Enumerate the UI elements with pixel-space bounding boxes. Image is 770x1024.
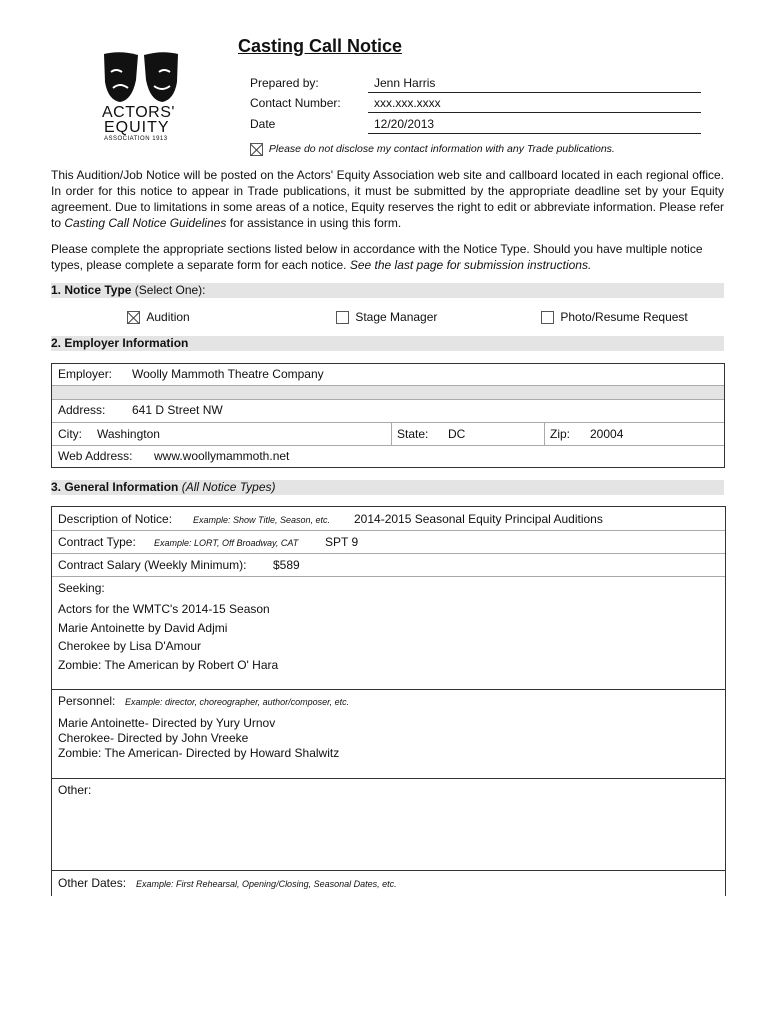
description-row — [52, 507, 725, 531]
prepared-by-field[interactable]: Jenn Harris — [374, 76, 436, 90]
option-stage-manager[interactable] — [336, 310, 437, 324]
photo-resume-checkbox[interactable] — [541, 311, 554, 324]
address-field[interactable]: 641 D Street NW — [132, 403, 223, 417]
seeking-label: Seeking: — [58, 581, 105, 595]
disclose-row — [250, 143, 615, 156]
stage-manager-label: Stage Manager — [355, 310, 438, 324]
theatre-masks-icon — [98, 50, 184, 106]
date-underline — [368, 133, 701, 134]
section-1-subtitle: (Select One): — [131, 283, 206, 297]
intro-paragraph-1 — [51, 167, 724, 231]
prepared-by-underline — [368, 92, 701, 93]
contact-field[interactable]: xxx.xxx.xxxx — [374, 96, 441, 110]
section-1-title: 1. Notice Type — [51, 283, 132, 297]
audition-checkbox[interactable] — [127, 311, 140, 324]
employer-spacer — [52, 386, 724, 400]
submission-note: See the last page for submission instructions. — [349, 258, 592, 272]
contract-label: Contract Type: — [58, 535, 136, 549]
page-title: Casting Call Notice — [238, 36, 403, 56]
salary-label: Contract Salary (Weekly Minimum): — [58, 558, 247, 572]
city-field[interactable]: Washington — [97, 427, 160, 441]
audition-label: Audition — [146, 310, 190, 324]
description-field[interactable]: 2014-2015 Seasonal Equity Principal Auditions — [354, 512, 603, 526]
other-row — [52, 779, 725, 871]
logo-actors: ACTORS' — [102, 104, 175, 121]
seeking-row — [52, 577, 725, 690]
web-field[interactable]: www.woollymammoth.net — [154, 449, 290, 463]
address-label: Address: — [58, 403, 106, 417]
employer-row — [52, 364, 724, 386]
intro-paragraph-2 — [51, 241, 724, 273]
stage-manager-checkbox[interactable] — [336, 311, 349, 324]
state-field[interactable]: DC — [448, 427, 466, 441]
contact-underline — [368, 112, 701, 113]
zip-label: Zip: — [550, 427, 571, 441]
other-dates-label: Other Dates: — [58, 876, 127, 890]
seeking-line: Zombie: The American by Robert O' Hara — [58, 657, 279, 672]
city-label: City: — [58, 427, 82, 441]
city-divider — [391, 423, 392, 446]
guidelines-link: Casting Call Notice Guidelines — [64, 216, 227, 230]
section-3-header — [51, 480, 724, 495]
web-label: Web Address: — [58, 449, 133, 463]
salary-field[interactable]: $589 — [273, 558, 300, 572]
employer-info-box — [51, 363, 725, 468]
intro-text-b: for assistance in using this form. — [226, 216, 402, 230]
section-1-header — [51, 283, 724, 298]
actors-equity-logo — [98, 50, 184, 145]
other-dates-row — [52, 871, 725, 897]
photo-resume-label: Photo/Resume Request — [560, 310, 688, 324]
personnel-row — [52, 690, 725, 779]
contract-example: Example: LORT, Off Broadway, CAT — [154, 538, 299, 548]
date-field[interactable]: 12/20/2013 — [374, 117, 435, 131]
prepared-by-label: Prepared by: — [250, 76, 319, 90]
personnel-label: Personnel: — [58, 694, 116, 708]
state-label: State: — [397, 427, 429, 441]
other-dates-example: Example: First Rehearsal, Opening/Closing, Seasonal Dates, etc. — [136, 879, 397, 889]
disclose-checkbox[interactable] — [250, 143, 263, 156]
general-info-box — [51, 506, 726, 896]
city-row — [52, 423, 724, 446]
contract-field[interactable]: SPT 9 — [325, 535, 359, 549]
address-row — [52, 400, 724, 423]
seeking-line: Marie Antoinette by David Adjmi — [58, 620, 228, 635]
description-label: Description of Notice: — [58, 512, 173, 526]
zip-field[interactable]: 20004 — [590, 427, 624, 441]
state-divider — [544, 423, 545, 446]
intro2-text: Please complete the appropriate sections listed below in accordance with the Notice Type. Should you have multiple notice types, please complete a separate form for each notice. — [51, 242, 703, 272]
employer-label: Employer: — [58, 367, 113, 381]
contract-row — [52, 531, 725, 554]
other-label: Other: — [58, 783, 92, 797]
personnel-line: Marie Antoinette- Directed by Yury Urnov — [58, 716, 276, 730]
seeking-line: Cherokee by Lisa D'Amour — [58, 639, 202, 653]
web-row — [52, 446, 724, 467]
personnel-example: Example: director, choreographer, author/composer, etc. — [125, 697, 350, 707]
personnel-line: Zombie: The American- Directed by Howard Shalwitz — [58, 746, 340, 760]
section-3-title: 3. General Information — [51, 480, 179, 494]
personnel-field[interactable] — [58, 716, 339, 761]
section-2-title: 2. Employer Information — [51, 336, 189, 350]
section-2-header — [51, 336, 724, 351]
personnel-line: Cherokee- Directed by John Vreeke — [58, 731, 249, 745]
intro-text-a: This Audition/Job Notice will be posted on the Actors' Equity Association web site and callboard located in each regional office. In order for this notice to appear in Trade publications, it must be submitted by the appropriate deadline set by your Equity agreement. Due to limitations in some areas of a notice, Equity reserves the right to edit or abbreviate information. Please refer to — [51, 168, 725, 230]
other-field[interactable] — [58, 801, 719, 866]
salary-row — [52, 554, 725, 577]
seeking-line: Actors for the WMTC's 2014-15 Season — [58, 602, 270, 616]
section-3-subtitle: (All Notice Types) — [178, 480, 276, 494]
logo-equity: EQUITY — [104, 119, 170, 136]
disclose-note: Please do not disclose my contact information with any Trade publications. — [268, 143, 615, 156]
option-audition[interactable] — [127, 310, 190, 324]
description-example: Example: Show Title, Season, etc. — [193, 515, 330, 525]
seeking-field[interactable] — [58, 600, 278, 674]
logo-association: ASSOCIATION 1913 — [104, 136, 168, 142]
contact-label: Contact Number: — [250, 96, 341, 110]
date-label: Date — [250, 117, 276, 131]
option-photo-resume[interactable] — [541, 310, 688, 324]
employer-field[interactable]: Woolly Mammoth Theatre Company — [132, 367, 324, 381]
